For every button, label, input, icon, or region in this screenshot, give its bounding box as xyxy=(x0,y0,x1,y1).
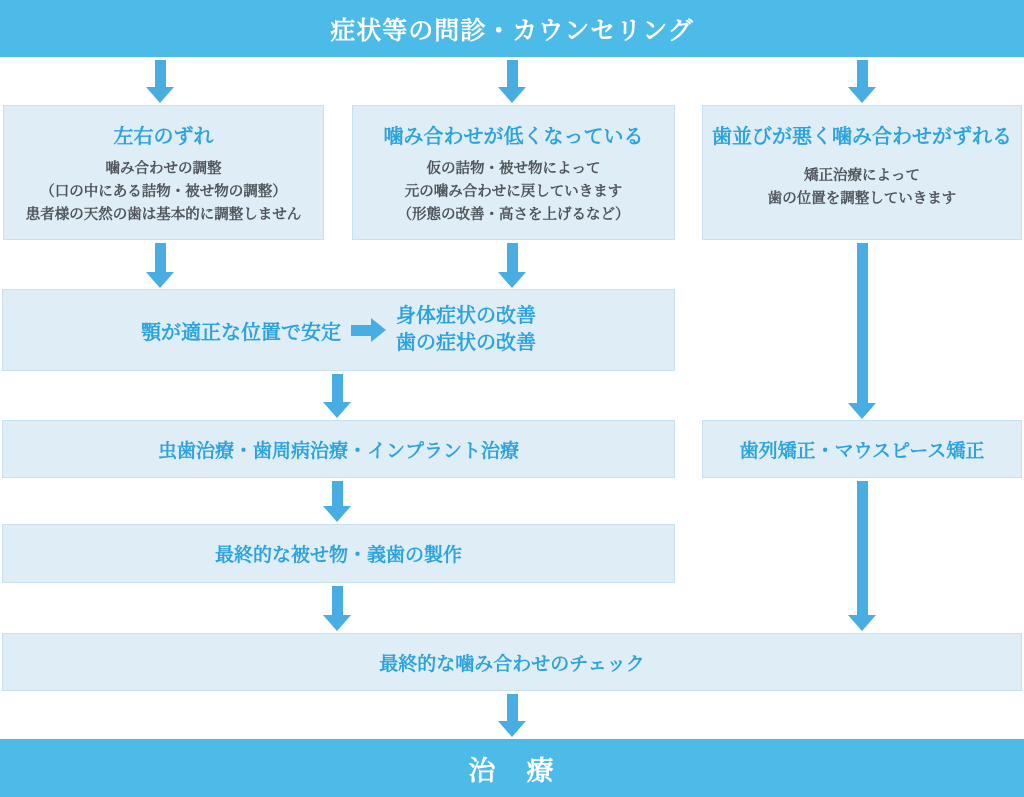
down-arrow-icon xyxy=(498,60,526,103)
right-arrow-icon xyxy=(351,318,386,342)
jaw-stable-label: 顎が適正な位置で安定 xyxy=(141,321,341,344)
branch-box-misaligned-teeth xyxy=(702,105,1022,240)
down-arrow-icon xyxy=(498,694,526,737)
denture-box: 最終的な被せ物・義歯の製作 xyxy=(2,524,675,583)
down-arrow-icon xyxy=(146,60,174,103)
down-arrow-icon xyxy=(323,481,351,522)
header-title: 症状等の問診・カウンセリング xyxy=(330,16,694,45)
orthodontics-box: 歯列矯正・マウスピース矯正 xyxy=(702,420,1022,478)
down-arrow-icon xyxy=(323,374,351,418)
down-arrow-icon xyxy=(848,243,876,419)
treatment-box: 虫歯治療・歯周病治療・インプラント治療 xyxy=(2,420,675,478)
jaw-stable-box xyxy=(2,289,675,371)
branch-title: 左右のずれ xyxy=(113,126,214,148)
final-check-box: 最終的な噛み合わせのチェック xyxy=(2,633,1022,691)
down-arrow-icon xyxy=(323,586,351,631)
down-arrow-icon xyxy=(498,243,526,288)
branch-box-lateral-shift xyxy=(3,105,324,240)
branch-title: 歯並びが悪く噛み合わせがずれる xyxy=(712,126,1012,148)
down-arrow-icon xyxy=(146,243,174,288)
branch-body: 噛み合わせの調整 （口の中にある詰物・被せ物の調整） 患者様の天然の歯は基本的に調整しません xyxy=(25,161,302,223)
header-bar xyxy=(0,0,1024,57)
down-arrow-icon xyxy=(848,60,876,103)
branch-title: 噛み合わせが低くなっている xyxy=(383,126,644,148)
branch-body: 仮の詰物・被せ物によって 元の噛み合わせに戻していきます （形態の改善・高さを上げるなど） xyxy=(397,161,630,223)
branch-body: 矯正治療によって 歯の位置を調整していきます xyxy=(767,168,957,207)
improvement-labels: 身体症状の改善 歯の症状の改善 xyxy=(396,305,536,354)
branch-box-low-bite xyxy=(352,105,675,240)
down-arrow-icon xyxy=(848,481,876,631)
footer-title: 治 療 xyxy=(468,755,556,786)
footer-bar xyxy=(0,739,1024,797)
